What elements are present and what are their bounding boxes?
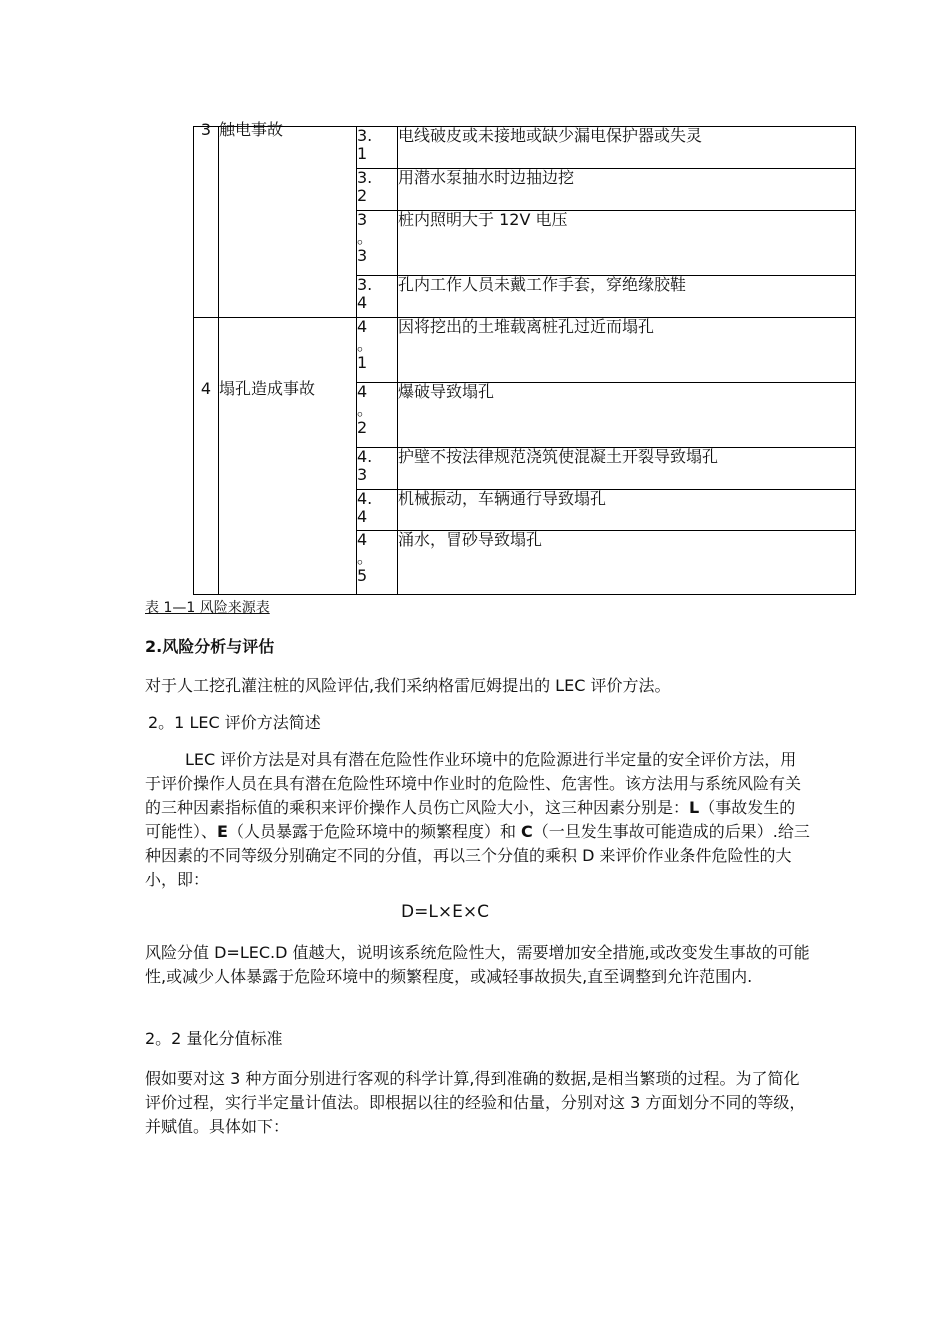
risk-description-cell: 机械振动，车辆通行导致塌孔 — [398, 490, 856, 531]
sub-number-cell: 4 。 5 — [357, 531, 398, 595]
lec-text-part-a: LEC 评价方法是对具有潜在危险性作业环境中的危险源进行半定量的安全评价方法，用于评价操作人员在具有潜在危险性环境中作业时的危险性、危害性。该方法用与系统风险有关的三种因素指标值的乘积来评价操作人员伤亡风险大小，这三种因素分别是： — [145, 750, 802, 817]
risk-description-cell: 电线破皮或未接地或缺少漏电保护器或失灵 — [398, 127, 856, 169]
lec-text-part-b: （一旦发生事故可能造成的后果）.给三种因素的不同等级分别确定不同的分值，再以三个分值的乘积 D 来评价作业条件危险性的大小，即： — [145, 822, 810, 889]
sub-number-cell: 3. 2 — [357, 169, 398, 211]
risk-description-cell: 桩内照明大于 12V 电压 — [398, 211, 856, 276]
table-row — [194, 127, 856, 169]
intro-paragraph: 对于人工挖孔灌注桩的风险评估,我们采纳格雷厄姆提出的 LEC 评价方法。 — [145, 676, 671, 695]
sub-number-cell: 3 。 3 — [357, 211, 398, 276]
factor-c: C — [521, 822, 533, 841]
risk-description-cell: 因将挖出的土堆载离桩孔过近而塌孔 — [398, 318, 856, 383]
section-heading: 2.风险分析与评估 — [145, 637, 275, 656]
sub-number-cell: 4 。 2 — [357, 383, 398, 448]
risk-description-cell: 孔内工作人员未戴工作手套，穿绝缘胶鞋 — [398, 276, 856, 318]
subsection-heading-scoring: 2。2 量化分值标准 — [145, 1029, 283, 1048]
factor-e: E — [217, 822, 228, 841]
risk-description-cell: 涌水，冒砂导致塌孔 — [398, 531, 856, 595]
sub-number-cell: 4. 3 — [357, 448, 398, 490]
risk-value-paragraph: 风险分值 D=LEC.D 值越大，说明该系统危险性大，需要增加安全措施,或改变发生事故的可能性,或减少人体暴露于危险环境中的频繁程度，或减轻事故损失,直至调整到允许范围内. — [145, 943, 810, 986]
risk-description-cell: 护壁不按法律规范浇筑使混凝土开裂导致塌孔 — [398, 448, 856, 490]
scoring-paragraph: 假如要对这 3 种方面分别进行客观的科学计算,得到准确的数据,是相当繁琐的过程。为了简化评价过程，实行半定量计值法。即根据以往的经验和估量，分别对这 3 方面划分不同的等级，并赋值。具体如下： — [145, 1069, 806, 1136]
risk-description-cell: 用潜水泵抽水时边抽边挖 — [398, 169, 856, 211]
sub-number-cell: 3. 4 — [357, 276, 398, 318]
table-row — [194, 318, 856, 383]
subsection-heading-lec: 2。1 LEC 评价方法简述 — [148, 713, 321, 732]
group-number-cell: 4 — [194, 318, 219, 595]
factor-l: L — [689, 798, 700, 817]
sub-number-cell: 4. 4 — [357, 490, 398, 531]
risk-source-table — [193, 120, 856, 595]
accident-type-cell: 塌孔造成事故 — [219, 318, 357, 595]
table-caption: 表 1—1 风险来源表 — [145, 600, 270, 616]
factor-l-description: （事故发生的可能性）、 — [145, 798, 796, 841]
accident-type-cell: 触电事故 — [219, 127, 357, 318]
group-number-cell: 3 — [194, 127, 219, 318]
lec-description-paragraph — [145, 748, 810, 892]
sub-number-cell: 3. 1 — [357, 127, 398, 169]
risk-description-cell: 爆破导致塌孔 — [398, 383, 856, 448]
factor-e-description: （人员暴露于危险环境中的频繁程度）和 — [227, 822, 522, 841]
sub-number-cell: 4 。 1 — [357, 318, 398, 383]
formula: D=L×E×C — [401, 902, 489, 922]
